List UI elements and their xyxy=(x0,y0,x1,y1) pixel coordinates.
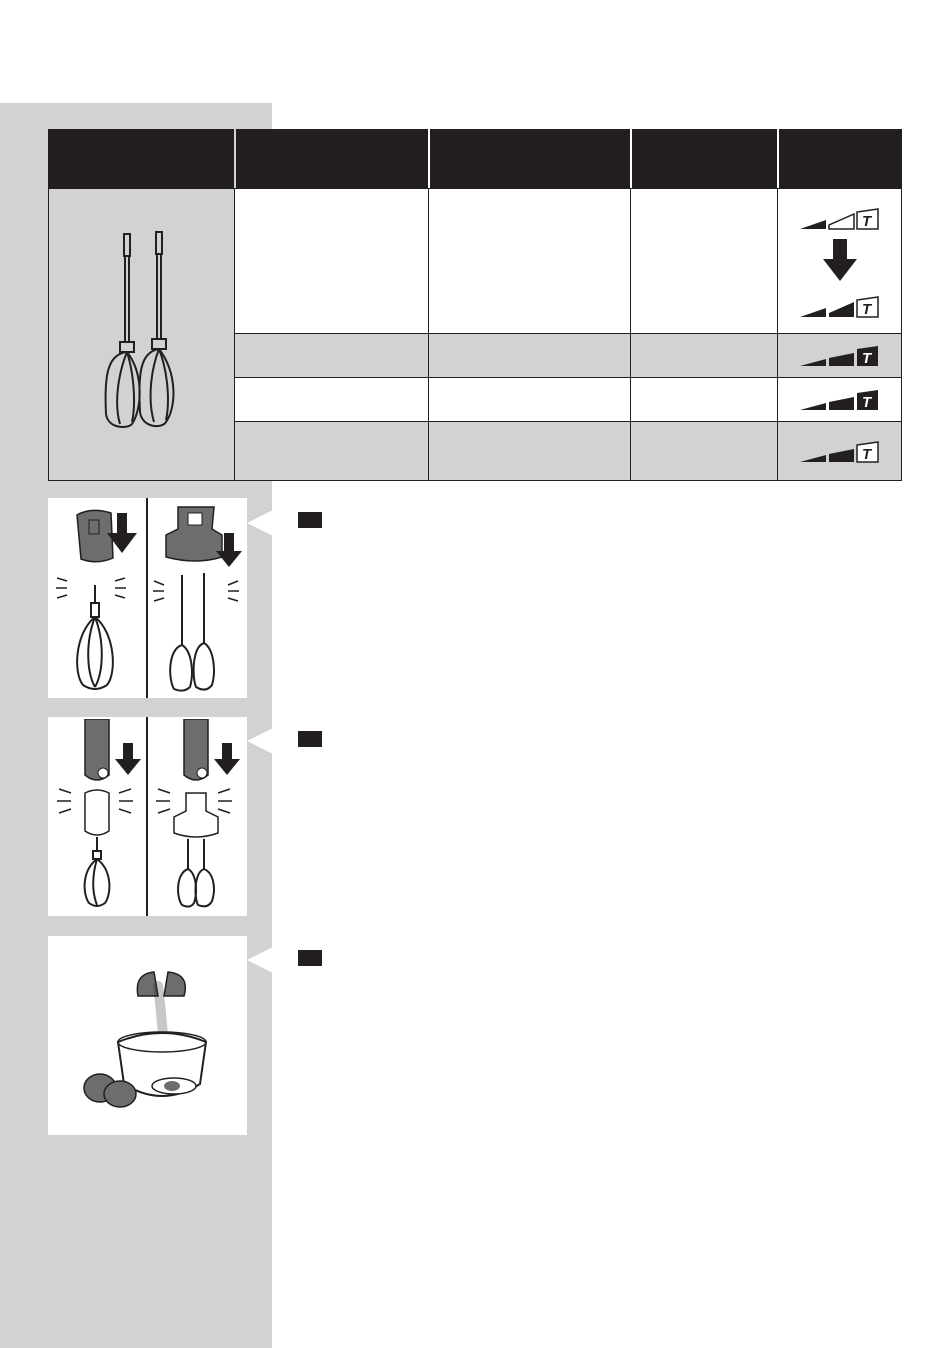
svg-text:T: T xyxy=(862,301,872,318)
step-number-badge xyxy=(298,512,322,528)
table-header-cell xyxy=(48,129,234,188)
speed-low-icon xyxy=(800,208,880,230)
step-2-illustration-panel xyxy=(48,717,247,916)
step-number-badge xyxy=(298,950,322,966)
step-1-illustration-panel xyxy=(48,498,247,698)
callout-pointer xyxy=(247,947,273,973)
speed-max-turbo-icon xyxy=(800,345,880,367)
speed-high-icon xyxy=(800,441,880,463)
motor-unit-to-whisk-illustration xyxy=(53,719,145,911)
step-number-badge xyxy=(298,731,322,747)
svg-text:T: T xyxy=(862,213,872,230)
step-3-illustration-panel xyxy=(48,936,247,1135)
callout-pointer xyxy=(247,510,273,536)
table-header-cell xyxy=(236,129,428,188)
egg-breaking-into-bowl-illustration xyxy=(78,966,228,1116)
whisk-coupling-illustration xyxy=(53,503,145,693)
illustration-divider xyxy=(146,717,148,916)
settings-table xyxy=(48,129,902,481)
table-header-cell xyxy=(430,129,630,188)
svg-text:T: T xyxy=(862,350,872,367)
speed-high-icon xyxy=(800,296,880,318)
svg-text:T: T xyxy=(862,394,872,411)
table-header-cell xyxy=(779,129,902,188)
beater-pair-illustration xyxy=(98,224,188,439)
callout-pointer xyxy=(247,728,273,754)
table-header-cell xyxy=(632,129,777,188)
illustration-divider xyxy=(146,498,148,698)
speed-max-turbo-icon xyxy=(800,389,880,411)
arrow-down-icon xyxy=(823,239,857,281)
beater-coupling-illustration xyxy=(152,503,244,693)
svg-text:T: T xyxy=(862,446,872,463)
motor-unit-to-beaters-illustration xyxy=(152,719,244,911)
